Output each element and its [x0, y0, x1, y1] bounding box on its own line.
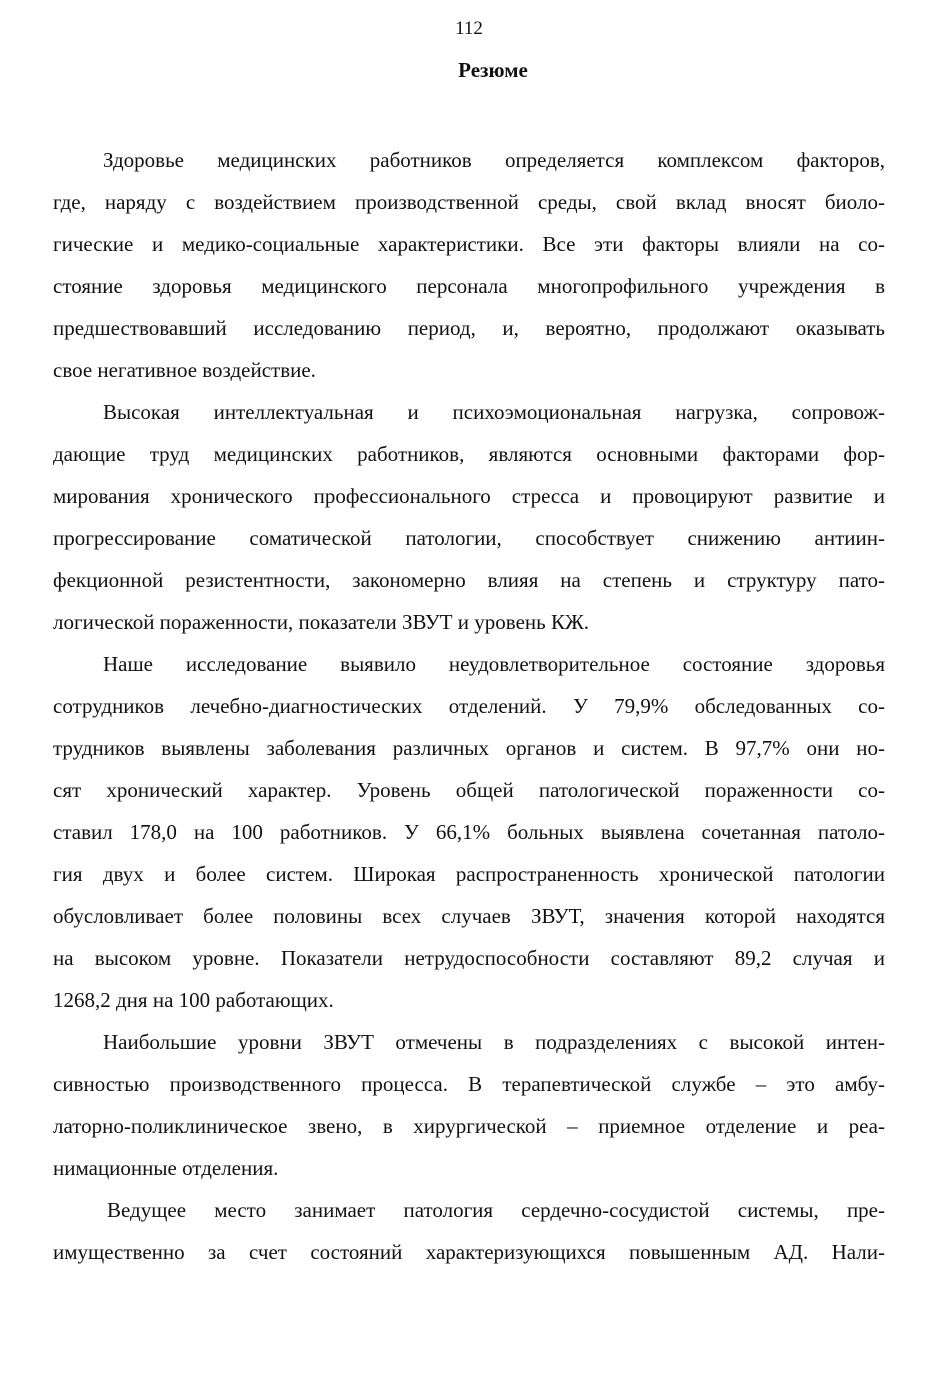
text-line: сотрудников лечебно-диагностических отделений. У 79,9% обследованных со- — [53, 694, 885, 718]
text-line: свое негативное воздействие. — [53, 358, 316, 382]
body-text — [53, 139, 885, 1273]
text-line: имущественно за счет состояний характеризующихся повышенным АД. Нали- — [53, 1240, 885, 1264]
text-line: фекционной резистентности, закономерно влияя на степень и структуру пато- — [53, 568, 885, 592]
text-line: Высокая интеллектуальная и психоэмоциональная нагрузка, сопровож- — [103, 400, 885, 424]
text-line: на высоком уровне. Показатели нетрудоспособности составляют 89,2 случая и — [53, 946, 885, 970]
text-line: Наибольшие уровни ЗВУТ отмечены в подразделениях с высокой интен- — [103, 1030, 885, 1054]
text-line: сят хронический характер. Уровень общей патологической пораженности со- — [53, 778, 885, 802]
page-title: Резюме — [458, 58, 528, 82]
page-number: 112 — [455, 18, 483, 39]
text-line: дающие труд медицинских работников, являются основными факторами фор- — [53, 442, 885, 466]
text-line: гические и медико-социальные характеристики. Все эти факторы влияли на со- — [53, 232, 885, 256]
text-line: логической пораженности, показатели ЗВУТ и уровень КЖ. — [53, 610, 590, 634]
text-line: латорно-поликлиническое звено, в хирургической – приемное отделение и реа- — [53, 1114, 885, 1138]
text-line: мирования хронического профессионального стресса и провоцируют развитие и — [53, 484, 885, 508]
text-line: предшествовавший исследованию период, и, вероятно, продолжают оказывать — [53, 316, 885, 340]
text-line: сивностью производственного процесса. В терапевтической службе – это амбу- — [53, 1072, 885, 1096]
text-line: ставил 178,0 на 100 работников. У 66,1% больных выявлена сочетанная патоло- — [53, 820, 885, 844]
text-line: прогрессирование соматической патологии, способствует снижению антиин- — [53, 526, 885, 550]
text-line: гия двух и более систем. Широкая распространенность хронической патологии — [53, 862, 885, 886]
text-line: обусловливает более половины всех случаев ЗВУТ, значения которой находятся — [53, 904, 885, 928]
text-line: стояние здоровья медицинского персонала многопрофильного учреждения в — [53, 274, 885, 298]
text-line: нимационные отделения. — [53, 1156, 279, 1180]
text-line: Наше исследование выявило неудовлетворительное состояние здоровья — [103, 652, 885, 676]
text-line: Ведущее место занимает патология сердечно-сосудистой системы, пре- — [107, 1198, 885, 1222]
text-line: трудников выявлены заболевания различных органов и систем. В 97,7% они но- — [53, 736, 885, 760]
text-line: 1268,2 дня на 100 работающих. — [53, 988, 334, 1012]
text-line: где, наряду с воздействием производственной среды, свой вклад вносят биоло- — [53, 190, 885, 214]
text-line: Здоровье медицинских работников определяется комплексом факторов, — [103, 148, 885, 172]
